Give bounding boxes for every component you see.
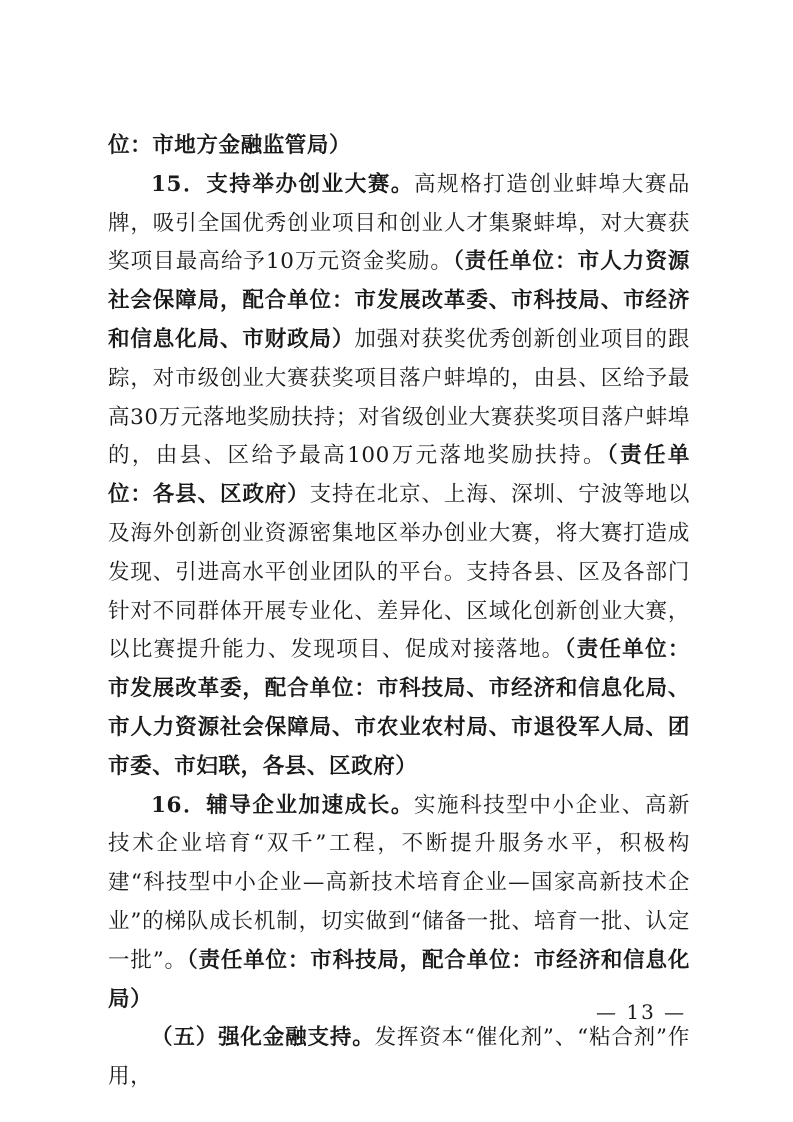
document-body [108,127,690,1097]
paragraph [108,166,690,787]
bold-text-segment: （责任单位：各县、区政府） [108,443,690,508]
bold-text-segment: （责任单位：市人力资源社会保障局，配合单位：市发展改革委、市科技局、市经济和信息化局、市财政局） [108,249,690,352]
text-segment: 发挥资本“催化剂”、“粘合剂”作用， [108,1025,690,1090]
bold-text-segment: 位：市地方金融监管局） [108,133,352,158]
text-segment: 支持在北京、上海、深圳、宁波等地以及海外创新创业资源密集地区举办创业大赛，将大赛打造成发现、引进高水平创业团队的平台。支持各县、区及各部门针对不同群体开展专业化、差异化、区域化创新创业大赛，以比赛提升能力、发现项目、促成对接落地。 [108,482,690,663]
paragraph [108,1019,690,1097]
text-segment: 高规格打造创业蚌埠大赛品牌，吸引全国优秀创业项目和创业人才集聚蚌埠，对大赛获奖项目最高给予10万元资金奖励。 [108,171,691,275]
bold-text-segment: （责任单位：市发展改革委，配合单位：市科技局、市经济和信息化局、市人力资源社会保障局、市农业农村局、市退役军人局、团市委、市妇联，各县、区政府） [108,637,690,779]
paragraph [108,127,690,166]
text-segment: 加强对获奖优秀创新创业项目的跟踪，对市级创业大赛获奖项目落户蚌埠的，由县、区给予最高30万元落地奖励扶持；对省级创业大赛获奖项目落户蚌埠的，由县、区给予最高100万元落地奖励扶持。 [108,326,690,469]
bold-text-segment: （五）强化金融支持。 [151,1025,375,1051]
bold-text-segment: 15．支持举办创业大赛。 [151,171,414,197]
text-segment: 实施科技型中小企业、高新技术企业培育“双千”工程，不断提升服务水平，积极构建“科技型中小企业—高新技术培育企业—国家高新技术企业”的梯队成长机制，切实做到“储备一批、培育一批、认定一批”。 [108,792,691,973]
page-number: — 13 — [596,1000,687,1024]
bold-text-segment: （责任单位：市科技局，配合单位：市经济和信息化局） [108,947,690,1012]
paragraph [108,787,690,1020]
bold-text-segment: 16．辅导企业加速成长。 [151,792,414,818]
